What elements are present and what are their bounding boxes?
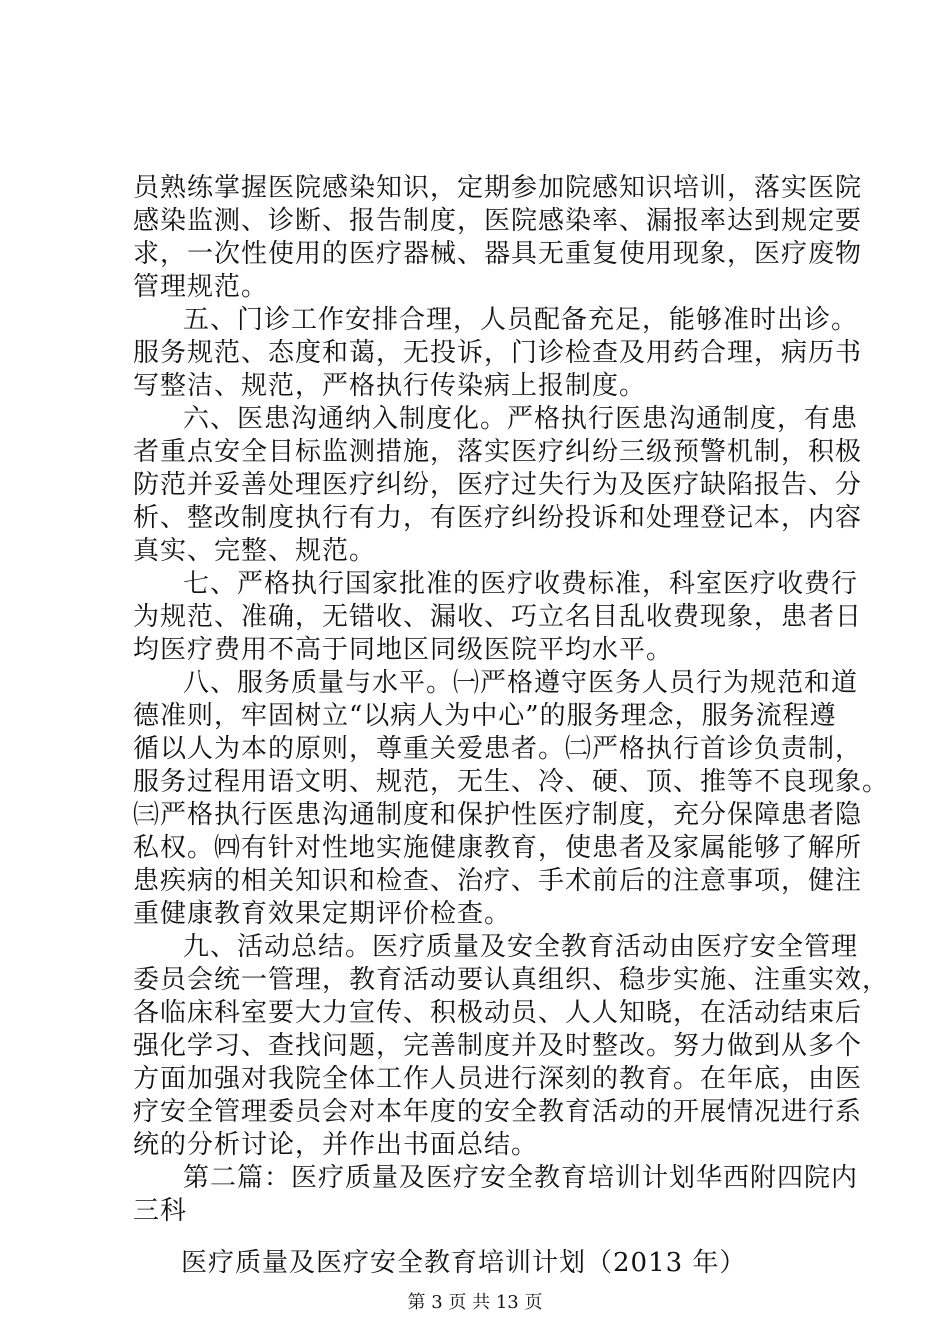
section-heading: 第二篇：医疗质量及医疗安全教育培训计划华西附四院内	[183, 1163, 859, 1193]
body-line: 求，一次性使用的医疗器械、器具无重复使用现象，医疗废物	[133, 239, 863, 269]
body-line: 重健康教育效果定期评价检查。	[133, 899, 512, 929]
body-line: 均医疗费用不高于同地区同级医院平均水平。	[133, 635, 674, 665]
body-line: 德准则，牢固树立“以病人为中心”的服务理念，服务流程遵	[133, 701, 837, 731]
body-line: 统的分析讨论，并作出书面总结。	[133, 1130, 539, 1160]
paragraph-6-start: 六、医患沟通纳入制度化。严格执行医患沟通制度，有患	[183, 404, 859, 434]
body-line: 疗安全管理委员会对本年度的安全教育活动的开展情况进行系	[133, 1097, 863, 1127]
body-line: 强化学习、查找问题，完善制度并及时整改。努力做到从多个	[133, 1031, 863, 1061]
body-line: 服务过程用语文明、规范，无生、冷、硬、顶、推等不良现象。	[133, 767, 890, 797]
body-line: 感染监测、诊断、报告制度，医院感染率、漏报率达到规定要	[133, 206, 863, 236]
body-line: 各临床科室要大力宣传、积极动员、人人知晓，在活动结束后	[133, 998, 863, 1028]
plan-title: 医疗质量及医疗安全教育培训计划（2013 年）	[181, 1248, 747, 1278]
body-line: 循以人为本的原则，尊重关爱患者。㈡严格执行首诊负责制，	[133, 734, 863, 764]
body-line: 委员会统一管理，教育活动要认真组织、稳步实施、注重实效，	[133, 965, 890, 995]
body-line: 管理规范。	[133, 272, 269, 302]
paragraph-9-start: 九、活动总结。医疗质量及安全教育活动由医疗安全管理	[183, 932, 859, 962]
page-footer: 第 3 页 共 13 页	[407, 1292, 543, 1313]
body-line: 私权。㈣有针对性地实施健康教育，使患者及家属能够了解所	[133, 833, 863, 863]
section-heading-cont: 三科	[133, 1196, 188, 1226]
body-line: 员熟练掌握医院感染知识，定期参加院感知识培训，落实医院	[133, 173, 863, 203]
body-line: 写整洁、规范，严格执行传染病上报制度。	[133, 371, 647, 401]
body-line: 析、整改制度执行有力，有医疗纠纷投诉和处理登记本，内容	[133, 503, 863, 533]
paragraph-7-start: 七、严格执行国家批准的医疗收费标准，科室医疗收费行	[183, 569, 859, 599]
paragraph-5-start: 五、门诊工作安排合理，人员配备充足，能够准时出诊。	[183, 305, 859, 335]
body-line: 真实、完整、规范。	[133, 536, 377, 566]
paragraph-8-start: 八、服务质量与水平。㈠严格遵守医务人员行为规范和道	[183, 668, 859, 698]
body-line: ㈢严格执行医患沟通制度和保护性医疗制度，充分保障患者隐	[133, 800, 863, 830]
body-line: 为规范、准确，无错收、漏收、巧立名目乱收费现象，患者日	[133, 602, 863, 632]
body-line: 服务规范、态度和蔼，无投诉，门诊检查及用药合理，病历书	[133, 338, 863, 368]
body-line: 者重点安全目标监测措施，落实医疗纠纷三级预警机制，积极	[133, 437, 863, 467]
body-line: 患疾病的相关知识和检查、治疗、手术前后的注意事项，健注	[133, 866, 863, 896]
body-line: 方面加强对我院全体工作人员进行深刻的教育。在年底，由医	[133, 1064, 863, 1094]
body-line: 防范并妥善处理医疗纠纷，医疗过失行为及医疗缺陷报告、分	[133, 470, 863, 500]
